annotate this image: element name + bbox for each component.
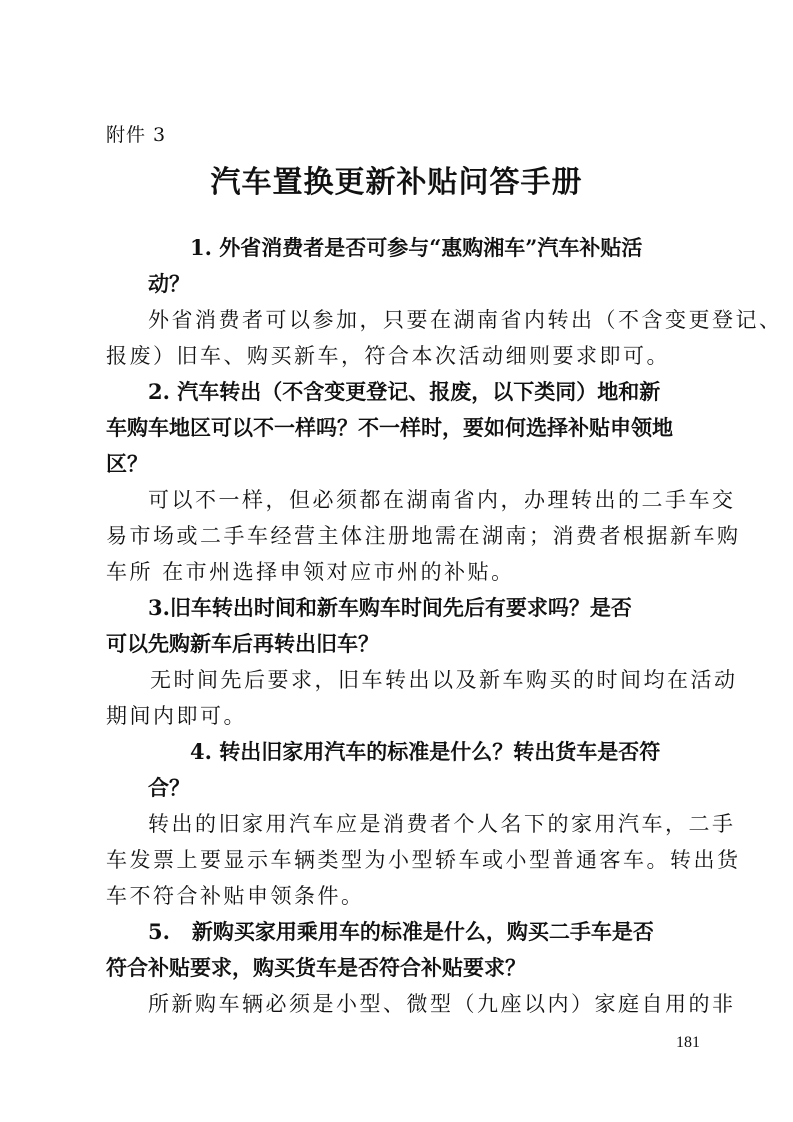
- question-5-line-1: 5. 新购买家用乘用车的标准是什么，购买二手车是否: [148, 919, 654, 944]
- question-2-line-3: 区？: [106, 451, 148, 476]
- answer-3-line-1: 无时间先后要求，旧车转出以及新车购买的时间均在活动: [150, 668, 738, 692]
- answer-1-line-2: 报废）旧车、购买新车，符合本次活动细则要求即可。: [106, 344, 670, 368]
- question-2-line-1: 2. 汽车转出（不含变更登记、报废，以下类同）地和新: [148, 379, 661, 404]
- answer-4-line-3: 车不符合补贴申领条件。: [106, 884, 365, 908]
- attachment-label: 附件 3: [106, 124, 167, 146]
- question-4-line-2: 合？: [148, 775, 190, 800]
- answer-5-line-1: 所新购车辆必须是小型、微型（九座以内）家庭自用的非: [148, 992, 736, 1016]
- question-2-line-2: 车购车地区可以不一样吗？不一样时，要如何选择补贴申领地: [106, 415, 673, 440]
- question-3-line-2: 可以先购新车后再转出旧车？: [106, 631, 379, 656]
- question-1-line-1: 1. 外省消费者是否可参与“惠购湘车”汽车补贴活: [190, 235, 643, 260]
- question-4-line-1: 4. 转出旧家用汽车的标准是什么？转出货车是否符: [190, 739, 661, 764]
- answer-4-line-2: 车发票上要显示车辆类型为小型轿车或小型普通客车。转出货: [106, 848, 741, 872]
- question-5-line-2: 符合补贴要求，购买货车是否符合补贴要求？: [106, 955, 526, 980]
- answer-2-line-3: 车所 在市州选择申领对应市州的补贴。: [106, 560, 515, 584]
- page-title: 汽车置换更新补贴问答手册: [210, 165, 583, 200]
- question-3-line-1: 3.旧车转出时间和新车购车时间先后有要求吗？是否: [148, 595, 632, 620]
- answer-1-line-1: 外省消费者可以参加，只要在湖南省内转出（不含变更登记、: [148, 308, 783, 332]
- question-1-line-2: 动？: [148, 271, 190, 296]
- answer-2-line-1: 可以不一样，但必须都在湖南省内，办理转出的二手车交: [148, 488, 736, 512]
- page-number: 181: [676, 1034, 700, 1051]
- answer-3-line-2: 期间内即可。: [106, 704, 247, 728]
- answer-4-line-1: 转出的旧家用汽车应是消费者个人名下的家用汽车，二手: [148, 812, 736, 836]
- answer-2-line-2: 易市场或二手车经营主体注册地需在湖南；消费者根据新车购: [106, 524, 741, 548]
